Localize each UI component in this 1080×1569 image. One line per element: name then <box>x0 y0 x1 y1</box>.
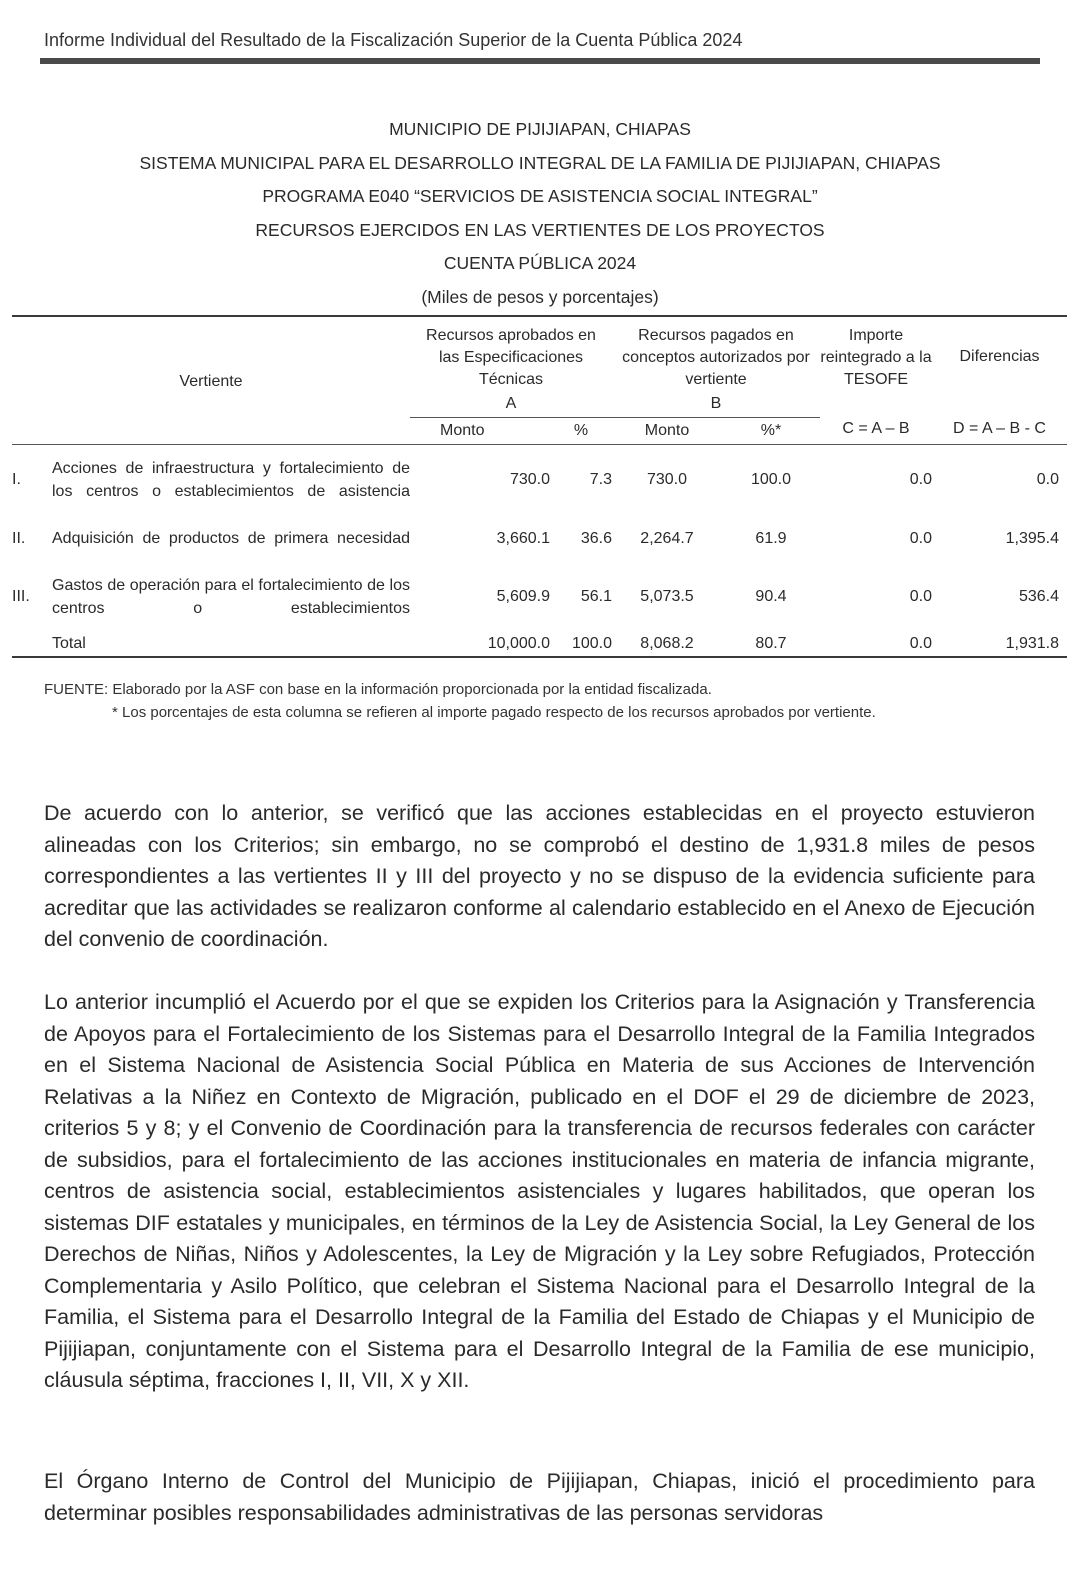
cell-c: 0.0 <box>909 471 932 488</box>
cell-monto-a: 5,609.9 <box>496 588 550 605</box>
header-rule <box>40 58 1040 64</box>
total-pct-b: 80.7 <box>755 635 787 652</box>
row-description: Adquisición de productos de primera necesidad <box>52 530 410 547</box>
paragraph-2: Lo anterior incumplió el Acuerdo por el que se expiden los Criterios para la Asignación y Transferencia de Apoyos para el Fortalecimiento de los Sistemas para el Desarrollo Integral de la Familia Integrados en el Sistema Nacional de Asistencia Social Pública en Materia de sus Acciones de Intervención Relativas a la Niñez en Contexto de Migración, publicado en el DOF el 29 de diciembre de 2023, criterios 5 y 8; y el Convenio de Coordinación para la transferencia de recursos federales con carácter de subsidios, para el fortalecimiento de las acciones institucionales en materia de infancia migrante, centros de asistencia social, establecimientos asistenciales y lugares habilitados, que operan los sistemas DIF estatales y municipales, en términos de la Ley de Asistencia Social, la Ley General de los Derechos de Niñas, Niños y Adolescentes, la Ley de Migración y la Ley sobre Refugiados, Protección Complementaria y Asilo Político, que celebran el Sistema Nacional para el Desarrollo Integral de la Familia, el Sistema para el Desarrollo Integral de la Familia del Estado de Chiapas y el Municipio de Pijijiapan, conjuntamente con el Sistema para el Desarrollo Integral de la Familia de ese municipio, cláusula séptima, fracciones I, II, VII, X y XII. <box>44 990 1035 1392</box>
cell-c: 0.0 <box>909 529 932 547</box>
total-label: Total <box>52 635 86 652</box>
cell-pct-a: 36.6 <box>580 529 612 547</box>
cell-d: 536.4 <box>1018 588 1059 605</box>
title-cuenta: CUENTA PÚBLICA 2024 <box>443 253 637 273</box>
subheader-pct-b: %* <box>722 418 820 445</box>
row-roman: II. <box>12 529 26 547</box>
title-units: (Miles de pesos y porcentajes) <box>421 286 659 307</box>
subheader-monto-a: Monto <box>410 418 550 445</box>
row-description: Gastos de operación para el fortalecimiento de los centros o establecimientos <box>52 577 410 617</box>
table-row <box>12 515 1067 562</box>
header-formula-c: C = A – B <box>820 418 932 445</box>
cell-monto-a: 730.0 <box>509 471 550 488</box>
title-municipio: MUNICIPIO DE PIJIJIAPAN, CHIAPAS <box>389 119 691 139</box>
running-header: Informe Individual del Resultado de la Fiscalización Superior de la Cuenta Pública 2024 <box>44 30 743 50</box>
cell-pct-b: 61.9 <box>755 529 787 547</box>
header-diferencias: Diferencias <box>959 348 1040 366</box>
cell-pct-b: 100.0 <box>750 471 792 488</box>
cell-pct-a: 56.1 <box>580 588 612 605</box>
total-pct-a: 100.0 <box>571 635 612 652</box>
total-monto-b: 8,068.2 <box>640 635 694 652</box>
total-monto-a: 10,000.0 <box>487 635 550 652</box>
cell-monto-b: 730.0 <box>646 471 688 488</box>
row-roman: III. <box>12 588 30 605</box>
header-recursos-aprobados: Recursos aprobados en las Especificaciones Técnicas <box>426 327 596 388</box>
table-row <box>12 562 1067 632</box>
table-notes <box>44 678 876 724</box>
paragraph-1: De acuerdo con lo anterior, se verificó que las acciones establecidas en el proyecto estuvieron alineadas con los Criterios; sin embargo, no se comprobó el destino de 1,931.8 miles de pesos correspondientes a las vertientes II y III del proyecto y no se dispuso de la evidencia suficiente para acreditar que las actividades se realizaron conforme al calendario establecido en el Anexo de Ejecución del convenio de coordinación. <box>44 801 1035 951</box>
table-row <box>12 445 1067 516</box>
total-c: 0.0 <box>909 635 932 652</box>
row-roman: I. <box>12 471 21 488</box>
header-recursos-pagados: Recursos pagados en conceptos autorizados por vertiente <box>622 327 810 388</box>
title-programa: PROGRAMA E040 “SERVICIOS DE ASISTENCIA SOCIAL INTEGRAL” <box>262 186 818 206</box>
title-sistema: SISTEMA MUNICIPAL PARA EL DESARROLLO INTEGRAL DE LA FAMILIA DE PIJIJIAPAN, CHIAPAS <box>139 152 941 173</box>
total-d: 1,931.8 <box>1005 635 1059 652</box>
paragraph-3: El Órgano Interno de Control del Municipio de Pijijiapan, Chiapas, inició el procedimiento para determinar posibles responsabilidades administrativas de las personas servidoras <box>44 1469 1035 1525</box>
cell-c: 0.0 <box>909 588 932 605</box>
cell-d: 0.0 <box>1036 471 1059 488</box>
resources-table <box>12 315 1067 658</box>
header-letter-a: A <box>410 391 612 418</box>
cell-monto-a: 3,660.1 <box>496 529 550 547</box>
subheader-monto-b: Monto <box>612 418 722 445</box>
header-formula-d: D = A – B - C <box>932 418 1067 445</box>
source-note: FUENTE: Elaborado por la ASF con base en la información proporcionada por la entidad fiscalizada. <box>44 681 712 698</box>
subheader-pct-a: % <box>550 418 612 445</box>
table-titles <box>0 113 1080 314</box>
cell-pct-b: 90.4 <box>755 588 787 605</box>
header-letter-b: B <box>612 391 820 418</box>
row-description: Acciones de infraestructura y fortalecimiento de los centros o establecimientos de asistencia <box>52 460 410 500</box>
header-vertiente: Vertiente <box>179 373 243 391</box>
cell-monto-b: 2,264.7 <box>640 529 694 547</box>
total-row <box>12 632 1067 657</box>
title-recursos: RECURSOS EJERCIDOS EN LAS VERTIENTES DE LOS PROYECTOS <box>255 219 825 240</box>
cell-pct-a: 7.3 <box>589 471 612 488</box>
cell-monto-b: 5,073.5 <box>640 588 694 605</box>
header-importe-reintegrado: Importe reintegrado a la TESOFE <box>820 327 932 388</box>
cell-d: 1,395.4 <box>1005 529 1059 547</box>
footnote: * Los porcentajes de esta columna se refieren al importe pagado respecto de los recursos aprobados por vertiente. <box>112 704 876 721</box>
